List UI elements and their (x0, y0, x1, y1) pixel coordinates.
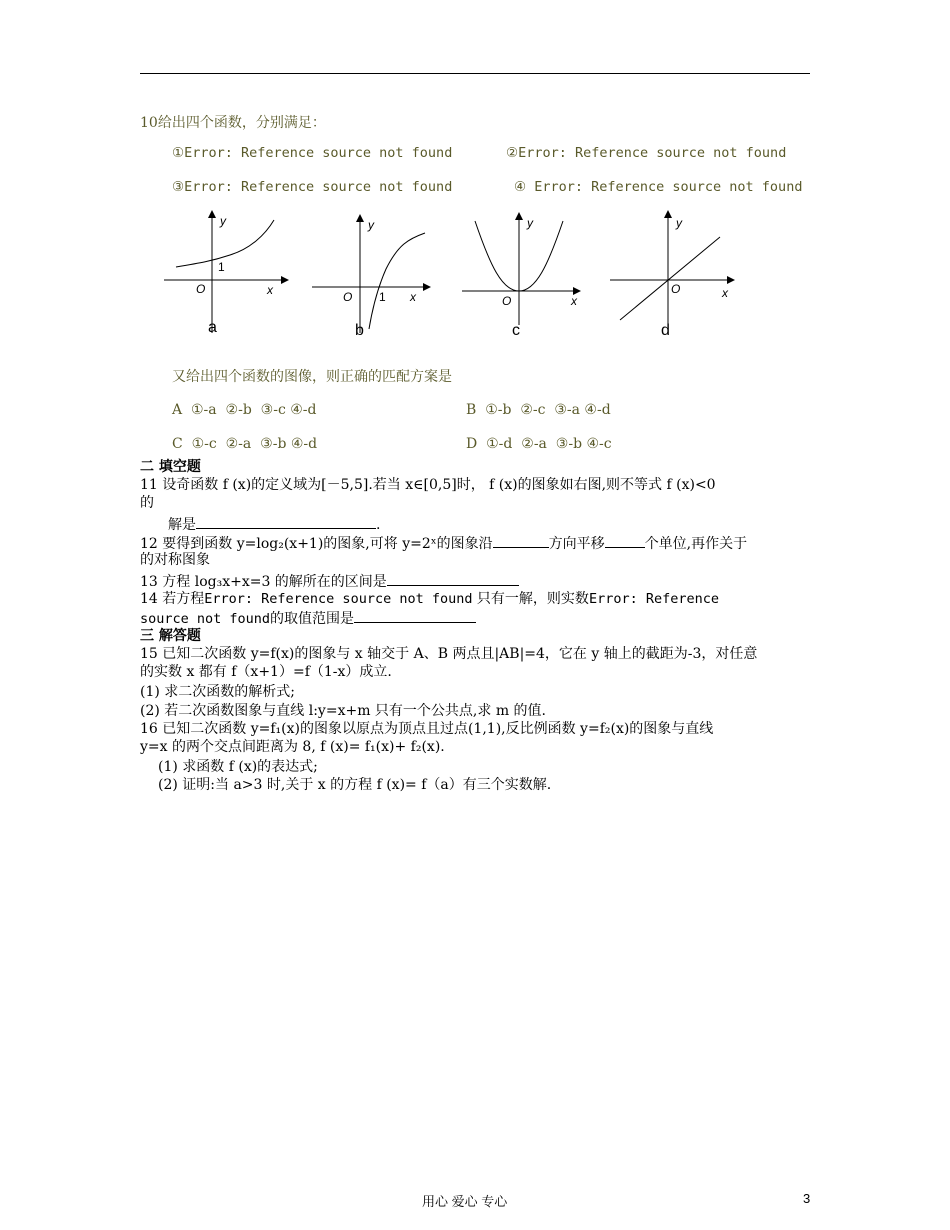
q11-line-1: 11 设奇函数 f (x)的定义域为[－5,5].若当 x∈[0,5]时， f (x)的图象如右图,则不等式 f (x)<0 (140, 477, 716, 493)
graph-b (312, 215, 430, 339)
header-rule (140, 73, 810, 74)
q13-blank (387, 571, 519, 586)
q11-answer-suffix: . (376, 517, 381, 533)
graph-d-letter: d (661, 322, 670, 339)
graph-b-y-label: y (368, 218, 374, 232)
q10-option-c: C ①-c ②-a ③-b ④-d (172, 436, 318, 452)
q10-cond-4: ④ Error: Reference source not found (514, 179, 803, 195)
q16-part-1: (1) 求函数 f (x)的表达式; (158, 759, 318, 775)
graph-b-origin: O (343, 290, 353, 304)
q15-part-1: (1) 求二次函数的解析式; (140, 684, 295, 700)
q12-line-2: 的对称图象 (140, 552, 210, 568)
graph-a-y-label: y (220, 214, 226, 228)
q14-error-2: Error: Reference (588, 591, 719, 607)
graph-a (164, 211, 288, 336)
graph-b-curve (369, 233, 425, 329)
q10-option-b: B ①-b ②-c ③-a ④-d (466, 402, 611, 418)
graph-a-letter: a (208, 319, 217, 336)
q12-mid: 方向平移 (548, 536, 605, 552)
q10-option-d: D ①-d ②-a ③-b ④-c (466, 436, 612, 452)
footer-text: 用心 爱心 专心 (422, 1194, 508, 1209)
q12-line-1 (140, 533, 747, 553)
q12-units-blank (605, 533, 645, 548)
graph-a-origin: O (196, 282, 206, 296)
q12-prefix: 12 要得到函数 y=log₂(x+1)的图象,可将 y=2ˣ的图象沿 (140, 536, 493, 552)
q11-answer-prefix: 解是 (168, 517, 196, 533)
graph-c-origin: O (502, 294, 512, 308)
graph-d-x-label: x (722, 286, 728, 300)
graph-a-mark: 1 (218, 260, 225, 274)
page-number: 3 (803, 1191, 811, 1206)
q15-part-2: (2) 若二次函数图象与直线 l:y=x+m 只有一个公共点,求 m 的值. (140, 703, 546, 719)
q10-option-a: A ①-a ②-b ③-c ④-d (172, 402, 317, 418)
graph-d-origin: O (671, 282, 681, 296)
q10-prompt: 又给出四个函数的图像，则正确的匹配方案是 (172, 369, 452, 385)
graph-d-y-label: y (676, 216, 682, 230)
q14-error-1: Error: Reference source not found (204, 591, 473, 607)
q16-part-2: (2) 证明:当 a>3 时,关于 x 的方程 f (x)= f（a）有三个实数解. (158, 777, 552, 793)
q10-cond-3: ③Error: Reference source not found (172, 179, 453, 195)
q10-cond-2: ②Error: Reference source not found (506, 145, 787, 161)
graph-b-x-label: x (410, 290, 416, 304)
q11-line-2: 的 (140, 495, 154, 511)
q12-direction-blank (493, 533, 549, 548)
graph-c-y-label: y (527, 216, 533, 230)
q14-prefix: 14 若方程 (140, 591, 205, 607)
q16-line-1: 16 已知二次函数 y=f₁(x)的图象以原点为顶点且过点(1,1),反比例函数 y=f₂(x)的图象与直线 (140, 721, 714, 737)
q14-blank (354, 608, 476, 623)
graph-c-letter: c (512, 322, 520, 339)
q15-line-1: 15 已知二次函数 y=f(x)的图象与 x 轴交于 A、B 两点且|AB|=4，它在 y 轴上的截距为-3，对任意 (140, 646, 758, 662)
q14-error-3: source not found (140, 611, 271, 627)
function-graphs (150, 205, 760, 345)
graph-b-mark: 1 (379, 290, 386, 304)
q12-suffix: 个单位,再作关于 (644, 536, 748, 552)
q16-line-2: y=x 的两个交点间距离为 8, f (x)= f₁(x)+ f₂(x). (140, 739, 445, 755)
graph-a-x-label: x (267, 283, 273, 297)
q10-cond-1: ①Error: Reference source not found (172, 145, 453, 161)
q11-answer-blank (196, 514, 376, 529)
q13-prefix: 13 方程 log₃x+x=3 的解所在的区间是 (140, 574, 387, 590)
q10-intro: 10给出四个函数，分别满足： (140, 115, 326, 131)
graph-b-letter: b (355, 322, 364, 339)
q15-line-2: 的实数 x 都有 f（x+1）=f（1-x）成立. (140, 664, 392, 680)
q14-line-2 (140, 608, 476, 628)
q14-line-1 (140, 590, 719, 608)
q14-suffix: 的取值范围是 (270, 611, 355, 627)
section-2-title: 二 填空题 (140, 459, 201, 475)
q14-mid: 只有一解，则实数 (472, 591, 589, 607)
graph-c (462, 213, 580, 339)
section-3-title: 三 解答题 (140, 628, 201, 644)
q11-line-3 (168, 514, 380, 534)
graph-d-line (620, 237, 720, 320)
graph-d (610, 211, 734, 339)
graph-c-x-label: x (571, 294, 577, 308)
q13-line (140, 571, 519, 591)
